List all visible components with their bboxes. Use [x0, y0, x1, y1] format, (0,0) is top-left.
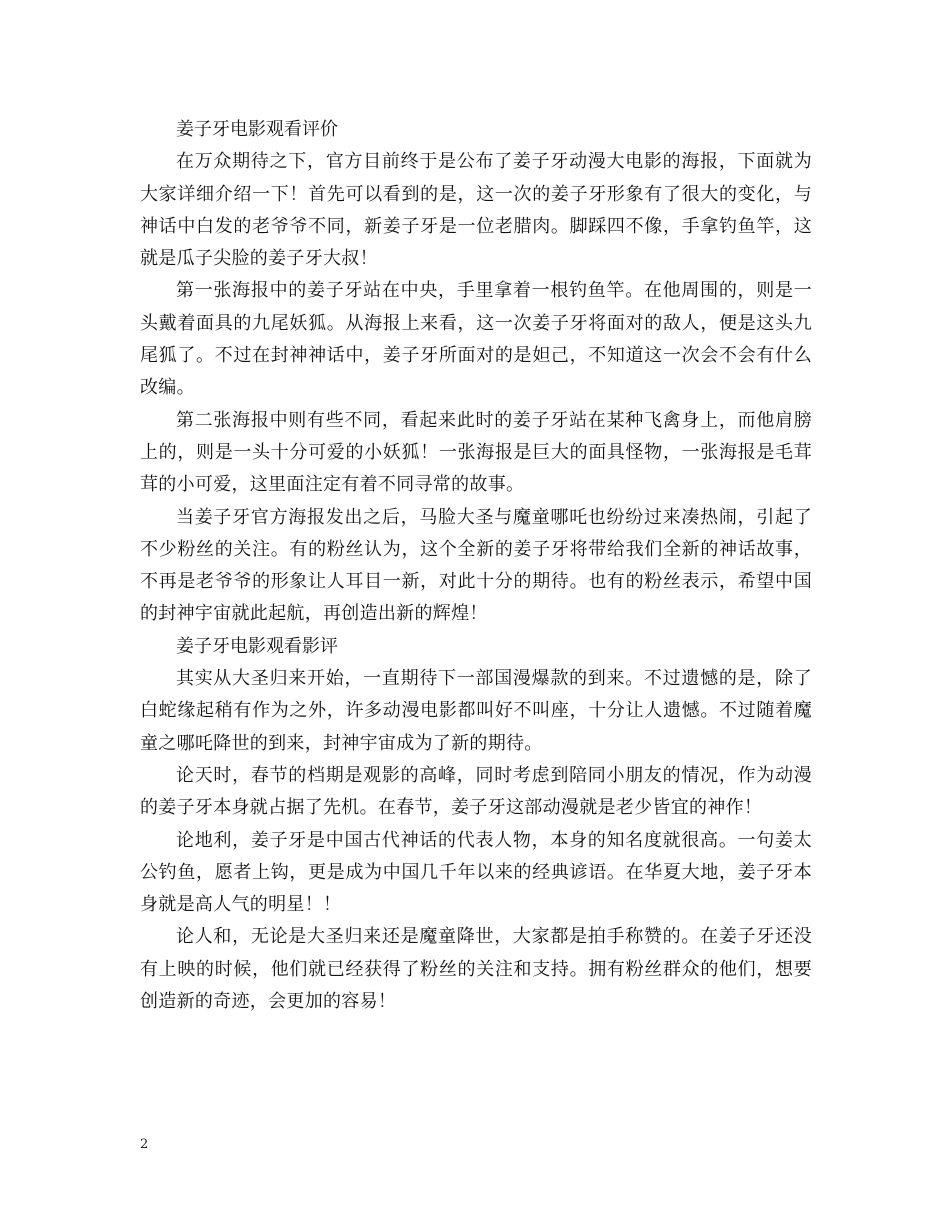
page-number: 2 [140, 1137, 149, 1152]
section-heading-review: 姜子牙电影观看影评 [176, 635, 338, 657]
paragraph: 论天时，春节的档期是观影的高峰，同时考虑到陪同小朋友的情况，作为动漫的姜子牙本身就占据了先机。在春节，姜子牙这部动漫就是老少皆宜的神作！ [140, 764, 812, 819]
section-heading-evaluation: 姜子牙电影观看评价 [176, 119, 338, 140]
paragraph: 第二张海报中则有些不同，看起来此时的姜子牙站在某种飞禽身上，而他肩膀上的，则是一头十分可爱的小妖狐！一张海报是巨大的面具怪物，一张海报是毛茸茸的小可爱，这里面注定有着不同寻常的故事。 [140, 409, 812, 496]
paragraph: 在万众期待之下，官方目前终于是公布了姜子牙动漫大电影的海报，下面就为大家详细介绍一下！首先可以看到的是，这一次的姜子牙形象有了很大的变化，与神话中白发的老爷爷不同，新姜子牙是一位老腊肉。脚踩四不像，手拿钓鱼竿，这就是瓜子尖脸的姜子牙大叔！ [140, 151, 812, 270]
paragraph: 第一张海报中的姜子牙站在中央，手里拿着一根钓鱼竿。在他周围的，则是一头戴着面具的九尾妖狐。从海报上来看，这一次姜子牙将面对的敌人，便是这头九尾狐了。不过在封神神话中，姜子牙所面对的是妲己，不知道这一次会不会有什么改编。 [140, 280, 812, 399]
paragraph: 当姜子牙官方海报发出之后，马脸大圣与魔童哪吒也纷纷过来凑热闹，引起了不少粉丝的关注。有的粉丝认为，这个全新的姜子牙将带给我们全新的神话故事，不再是老爷爷的形象让人耳目一新，对此十分的期待。也有的粉丝表示，希望中国的封神宇宙就此起航，再创造出新的辉煌！ [140, 506, 812, 625]
document-body [140, 114, 812, 1018]
paragraph: 论地利，姜子牙是中国古代神话的代表人物，本身的知名度就很高。一句姜太公钓鱼，愿者上钩，更是成为中国几千年以来的经典谚语。在华夏大地，姜子牙本身就是高人气的明星！！ [140, 829, 812, 916]
paragraph: 论人和，无论是大圣归来还是魔童降世，大家都是拍手称赞的。在姜子牙还没有上映的时候，他们就已经获得了粉丝的关注和支持。拥有粉丝群众的他们，想要创造新的奇迹，会更加的容易！ [140, 926, 812, 1013]
paragraph: 其实从大圣归来开始，一直期待下一部国漫爆款的到来。不过遗憾的是，除了白蛇缘起稍有作为之外，许多动漫电影都叫好不叫座，十分让人遗憾。不过随着魔童之哪吒降世的到来，封神宇宙成为了新的期待。 [140, 668, 812, 754]
